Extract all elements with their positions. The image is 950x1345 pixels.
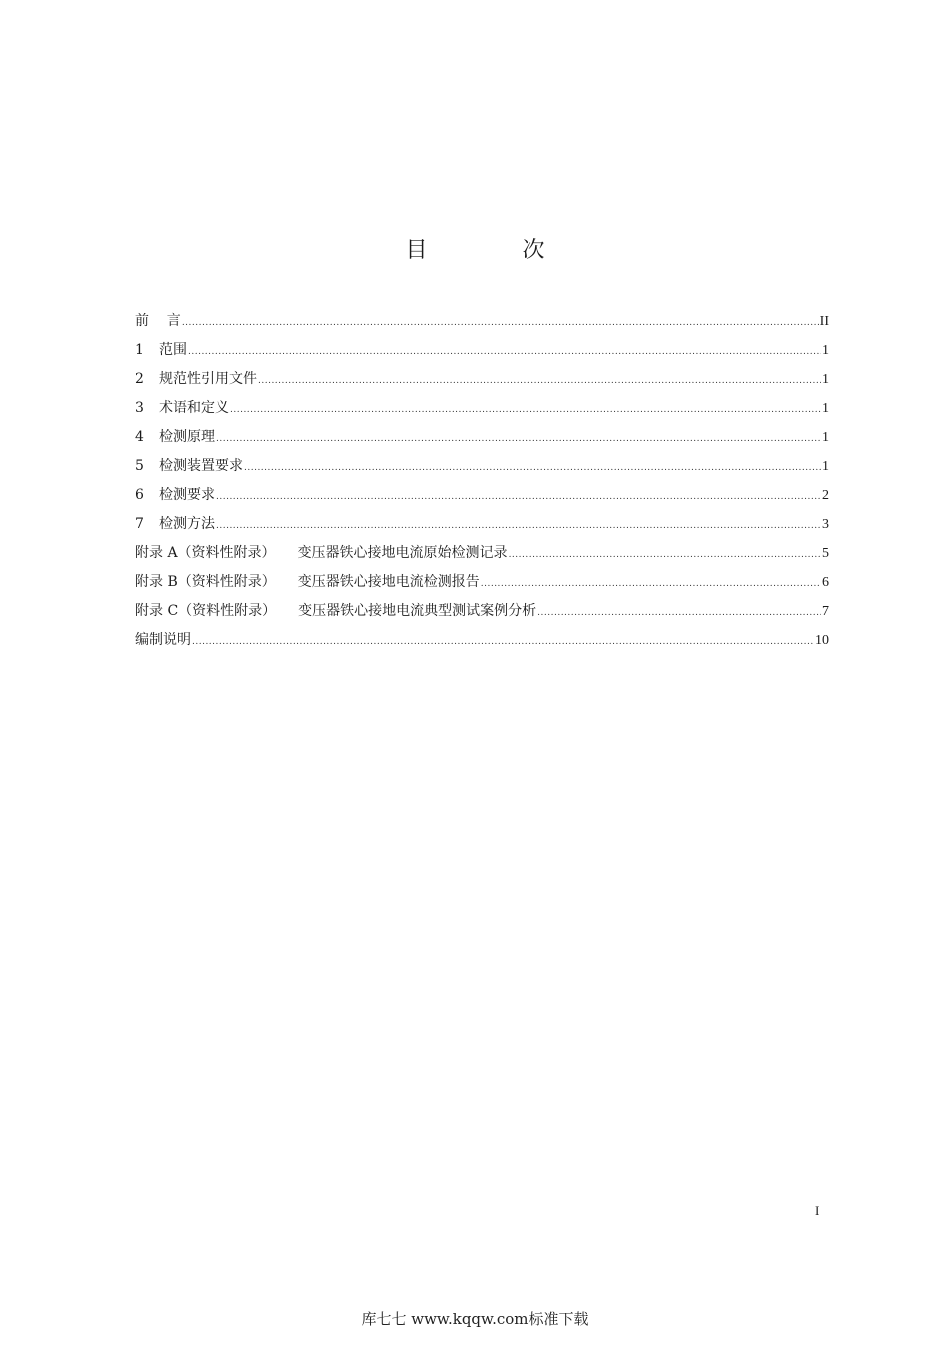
toc-entry-text: 规范性引用文件: [159, 371, 257, 387]
toc-entry-terms-definitions[interactable]: [135, 396, 829, 425]
toc-entry-appendix-c[interactable]: [135, 599, 829, 628]
table-of-contents: [135, 309, 829, 657]
toc-entry-page: II: [819, 314, 829, 329]
toc-entry-number: 5: [135, 458, 144, 474]
toc-entry-number: 1: [135, 342, 144, 358]
toc-entry-text: 术语和定义: [159, 400, 229, 416]
toc-entry-label: [135, 512, 215, 536]
toc-entry-normative-references[interactable]: [135, 367, 829, 396]
toc-entry-number: 7: [135, 516, 144, 532]
toc-entry-appendix-b[interactable]: [135, 570, 829, 599]
toc-entry-page: 1: [822, 459, 829, 474]
toc-dot-leader: [509, 543, 821, 567]
toc-entry-label: [135, 570, 480, 594]
toc-appendix-label: 附录 C（资料性附录）: [135, 603, 277, 619]
toc-entry-foreword[interactable]: [135, 309, 829, 338]
toc-entry-page: 5: [822, 546, 829, 561]
toc-entry-label: [135, 599, 536, 623]
toc-entry-compilation-notes[interactable]: [135, 628, 829, 657]
toc-entry-page: 3: [822, 517, 829, 532]
toc-dot-leader: [230, 398, 821, 422]
toc-entry-number: 3: [135, 400, 144, 416]
toc-entry-page: 6: [822, 575, 829, 590]
toc-dot-leader: [216, 485, 821, 509]
toc-entry-text: 检测方法: [159, 516, 215, 532]
toc-entry-page: 10: [815, 633, 829, 648]
toc-dot-leader: [258, 369, 821, 393]
toc-entry-detection-method[interactable]: [135, 512, 829, 541]
toc-appendix-label: 附录 B（资料性附录）: [135, 574, 276, 590]
toc-entry-label: 前 言: [135, 313, 181, 329]
toc-entry-page: 1: [822, 343, 829, 358]
page-number: I: [815, 1203, 820, 1218]
toc-entry-page: 1: [822, 401, 829, 416]
toc-entry-label: 编制说明: [135, 632, 191, 648]
toc-entry-page: 2: [822, 488, 829, 503]
toc-dot-leader: [216, 514, 821, 538]
toc-entry-label: [135, 367, 257, 391]
toc-dot-leader: [188, 340, 821, 364]
toc-entry-appendix-a[interactable]: [135, 541, 829, 570]
toc-dot-leader: [481, 572, 821, 596]
toc-entry-number: 6: [135, 487, 144, 503]
toc-entry-label: [135, 338, 187, 362]
toc-entry-text: 范围: [159, 342, 187, 358]
toc-entry-detection-principle[interactable]: [135, 425, 829, 454]
toc-appendix-label: 附录 A（资料性附录）: [135, 545, 276, 561]
toc-entry-page: 1: [822, 430, 829, 445]
toc-appendix-title: 变压器铁心接地电流典型测试案例分析: [298, 603, 537, 619]
toc-entry-text: 检测装置要求: [159, 458, 243, 474]
toc-entry-page: 7: [822, 604, 829, 619]
toc-dot-leader: [182, 311, 819, 335]
toc-entry-text: 检测要求: [159, 487, 215, 503]
toc-entry-scope[interactable]: [135, 338, 829, 367]
toc-appendix-title: 变压器铁心接地电流检测报告: [297, 574, 480, 590]
toc-entry-label: [135, 425, 215, 449]
page-title: 目 次: [405, 238, 589, 263]
toc-entry-detection-requirements[interactable]: [135, 483, 829, 512]
footer-watermark-text: 库七七 www.kqqw.com标准下载: [361, 1310, 589, 1328]
toc-entry-number: 2: [135, 371, 144, 387]
toc-dot-leader: [537, 601, 821, 625]
toc-entry-text: 检测原理: [159, 429, 215, 445]
toc-entry-label: [135, 483, 215, 507]
toc-entry-device-requirements[interactable]: [135, 454, 829, 483]
toc-dot-leader: [216, 427, 821, 451]
toc-entry-page: 1: [822, 372, 829, 387]
toc-appendix-title: 变压器铁心接地电流原始检测记录: [297, 545, 508, 561]
toc-entry-label: [135, 396, 229, 420]
toc-dot-leader: [192, 630, 814, 654]
toc-entry-label: [135, 454, 243, 478]
toc-entry-label: [135, 541, 508, 565]
toc-entry-number: 4: [135, 429, 144, 445]
toc-dot-leader: [244, 456, 821, 480]
